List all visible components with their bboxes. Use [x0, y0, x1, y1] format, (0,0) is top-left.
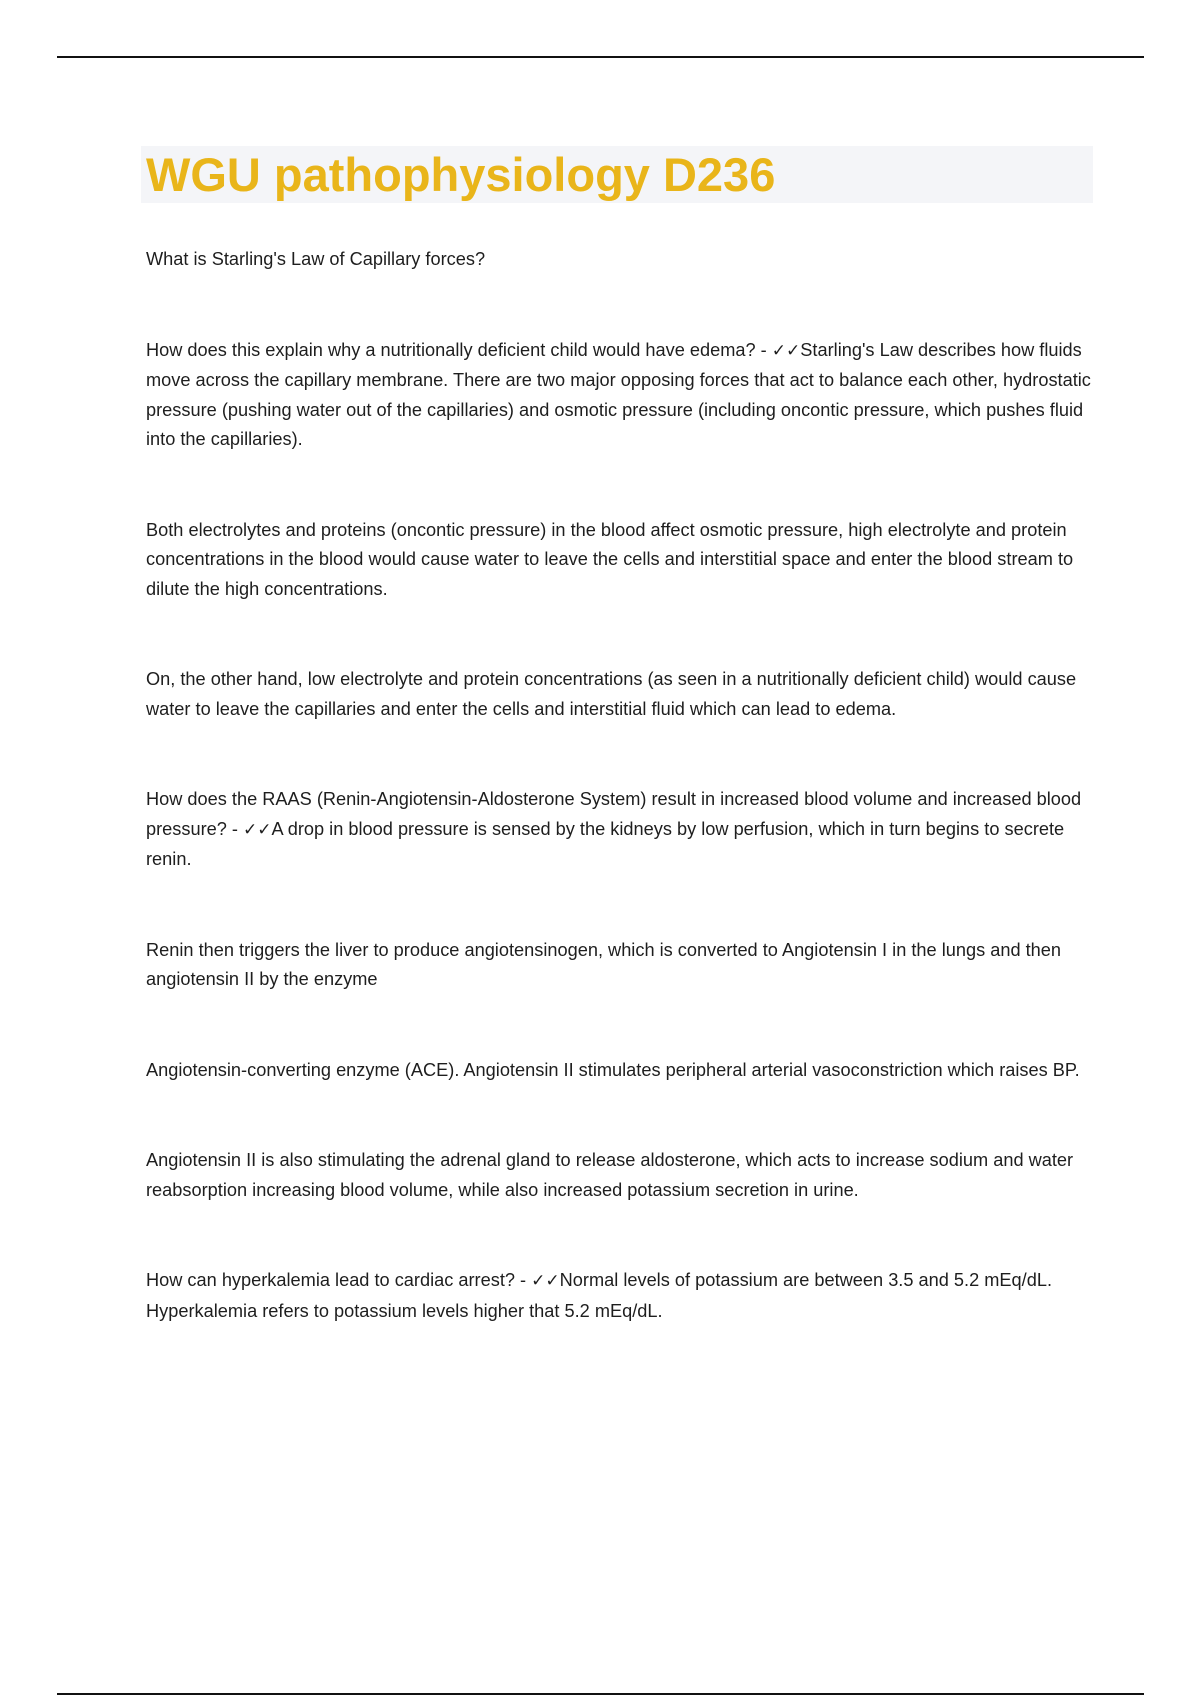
paragraph-9-question: How can hyperkalemia lead to cardiac arrest? -	[146, 1270, 532, 1290]
paragraph-4-text: On, the other hand, low electrolyte and protein concentrations (as seen in a nutritionally deficient child) would cause water to leave the capillaries and enter the cells and interstitial fluid which can lead to edema.	[146, 669, 1077, 719]
paragraph-6	[146, 936, 1096, 995]
document-title: WGU pathophysiology D236	[146, 148, 776, 201]
footer-rule	[57, 1693, 1144, 1695]
paragraph-3	[146, 516, 1096, 605]
double-check-icon: ✓✓	[243, 819, 272, 840]
paragraph-3-text: Both electrolytes and proteins (oncontic pressure) in the blood affect osmotic pressure, high electrolyte and protein concentrations in the blood would cause water to leave the cells and interstitial space and enter the blood stream to dilute the high concentrations.	[146, 519, 1074, 599]
double-check-icon: ✓✓	[771, 340, 801, 361]
paragraph-8-text: Angiotensin II is also stimulating the adrenal gland to release aldosterone, which acts to increase sodium and water reabsorption increasing blood volume, while also increased potassium secretion in urine.	[146, 1150, 1074, 1200]
paragraph-2-answer: Starling's Law describes how fluids move across the capillary membrane. There are two major opposing forces that act to balance each other, hydrostatic pressure (pushing water out of the capillaries) and osmotic pressure (including oncontic pressure, which pushes fluid into the capillaries).	[146, 339, 1091, 449]
document-body	[146, 245, 1096, 1326]
paragraph-8	[146, 1146, 1096, 1205]
paragraph-9-answer: Normal levels of potassium are between 3.5 and 5.2 mEq/dL. Hyperkalemia refers to potassium levels higher that 5.2 mEq/dL.	[146, 1270, 1052, 1321]
paragraph-5-answer: A drop in blood pressure is sensed by the kidneys by low perfusion, which in turn begins to secrete renin.	[146, 818, 1065, 869]
paragraph-7-text: Angiotensin-converting enzyme (ACE). Angiotensin II stimulates peripheral arterial vasoconstriction which raises BP.	[146, 1059, 1080, 1080]
paragraph-6-text: Renin then triggers the liver to produce angiotensinogen, which is converted to Angiotensin I in the lungs and then angiotensin II by the enzyme	[146, 939, 1062, 989]
paragraph-2	[146, 336, 1096, 455]
paragraph-5	[146, 785, 1096, 875]
paragraph-5-question: How does the RAAS (Renin-Angiotensin-Aldosterone System) result in increased blood volume and increased blood pressure? -	[146, 789, 1082, 839]
paragraph-7	[146, 1056, 1096, 1086]
paragraph-9	[146, 1266, 1096, 1326]
paragraph-4	[146, 665, 1096, 724]
paragraph-1	[146, 245, 1096, 275]
header-rule	[57, 56, 1144, 58]
double-check-icon: ✓✓	[531, 1271, 560, 1291]
paragraph-1-text: What is Starling's Law of Capillary forces?	[146, 249, 486, 269]
paragraph-2-question: How does this explain why a nutritionally deficient child would have edema? -	[146, 339, 772, 360]
